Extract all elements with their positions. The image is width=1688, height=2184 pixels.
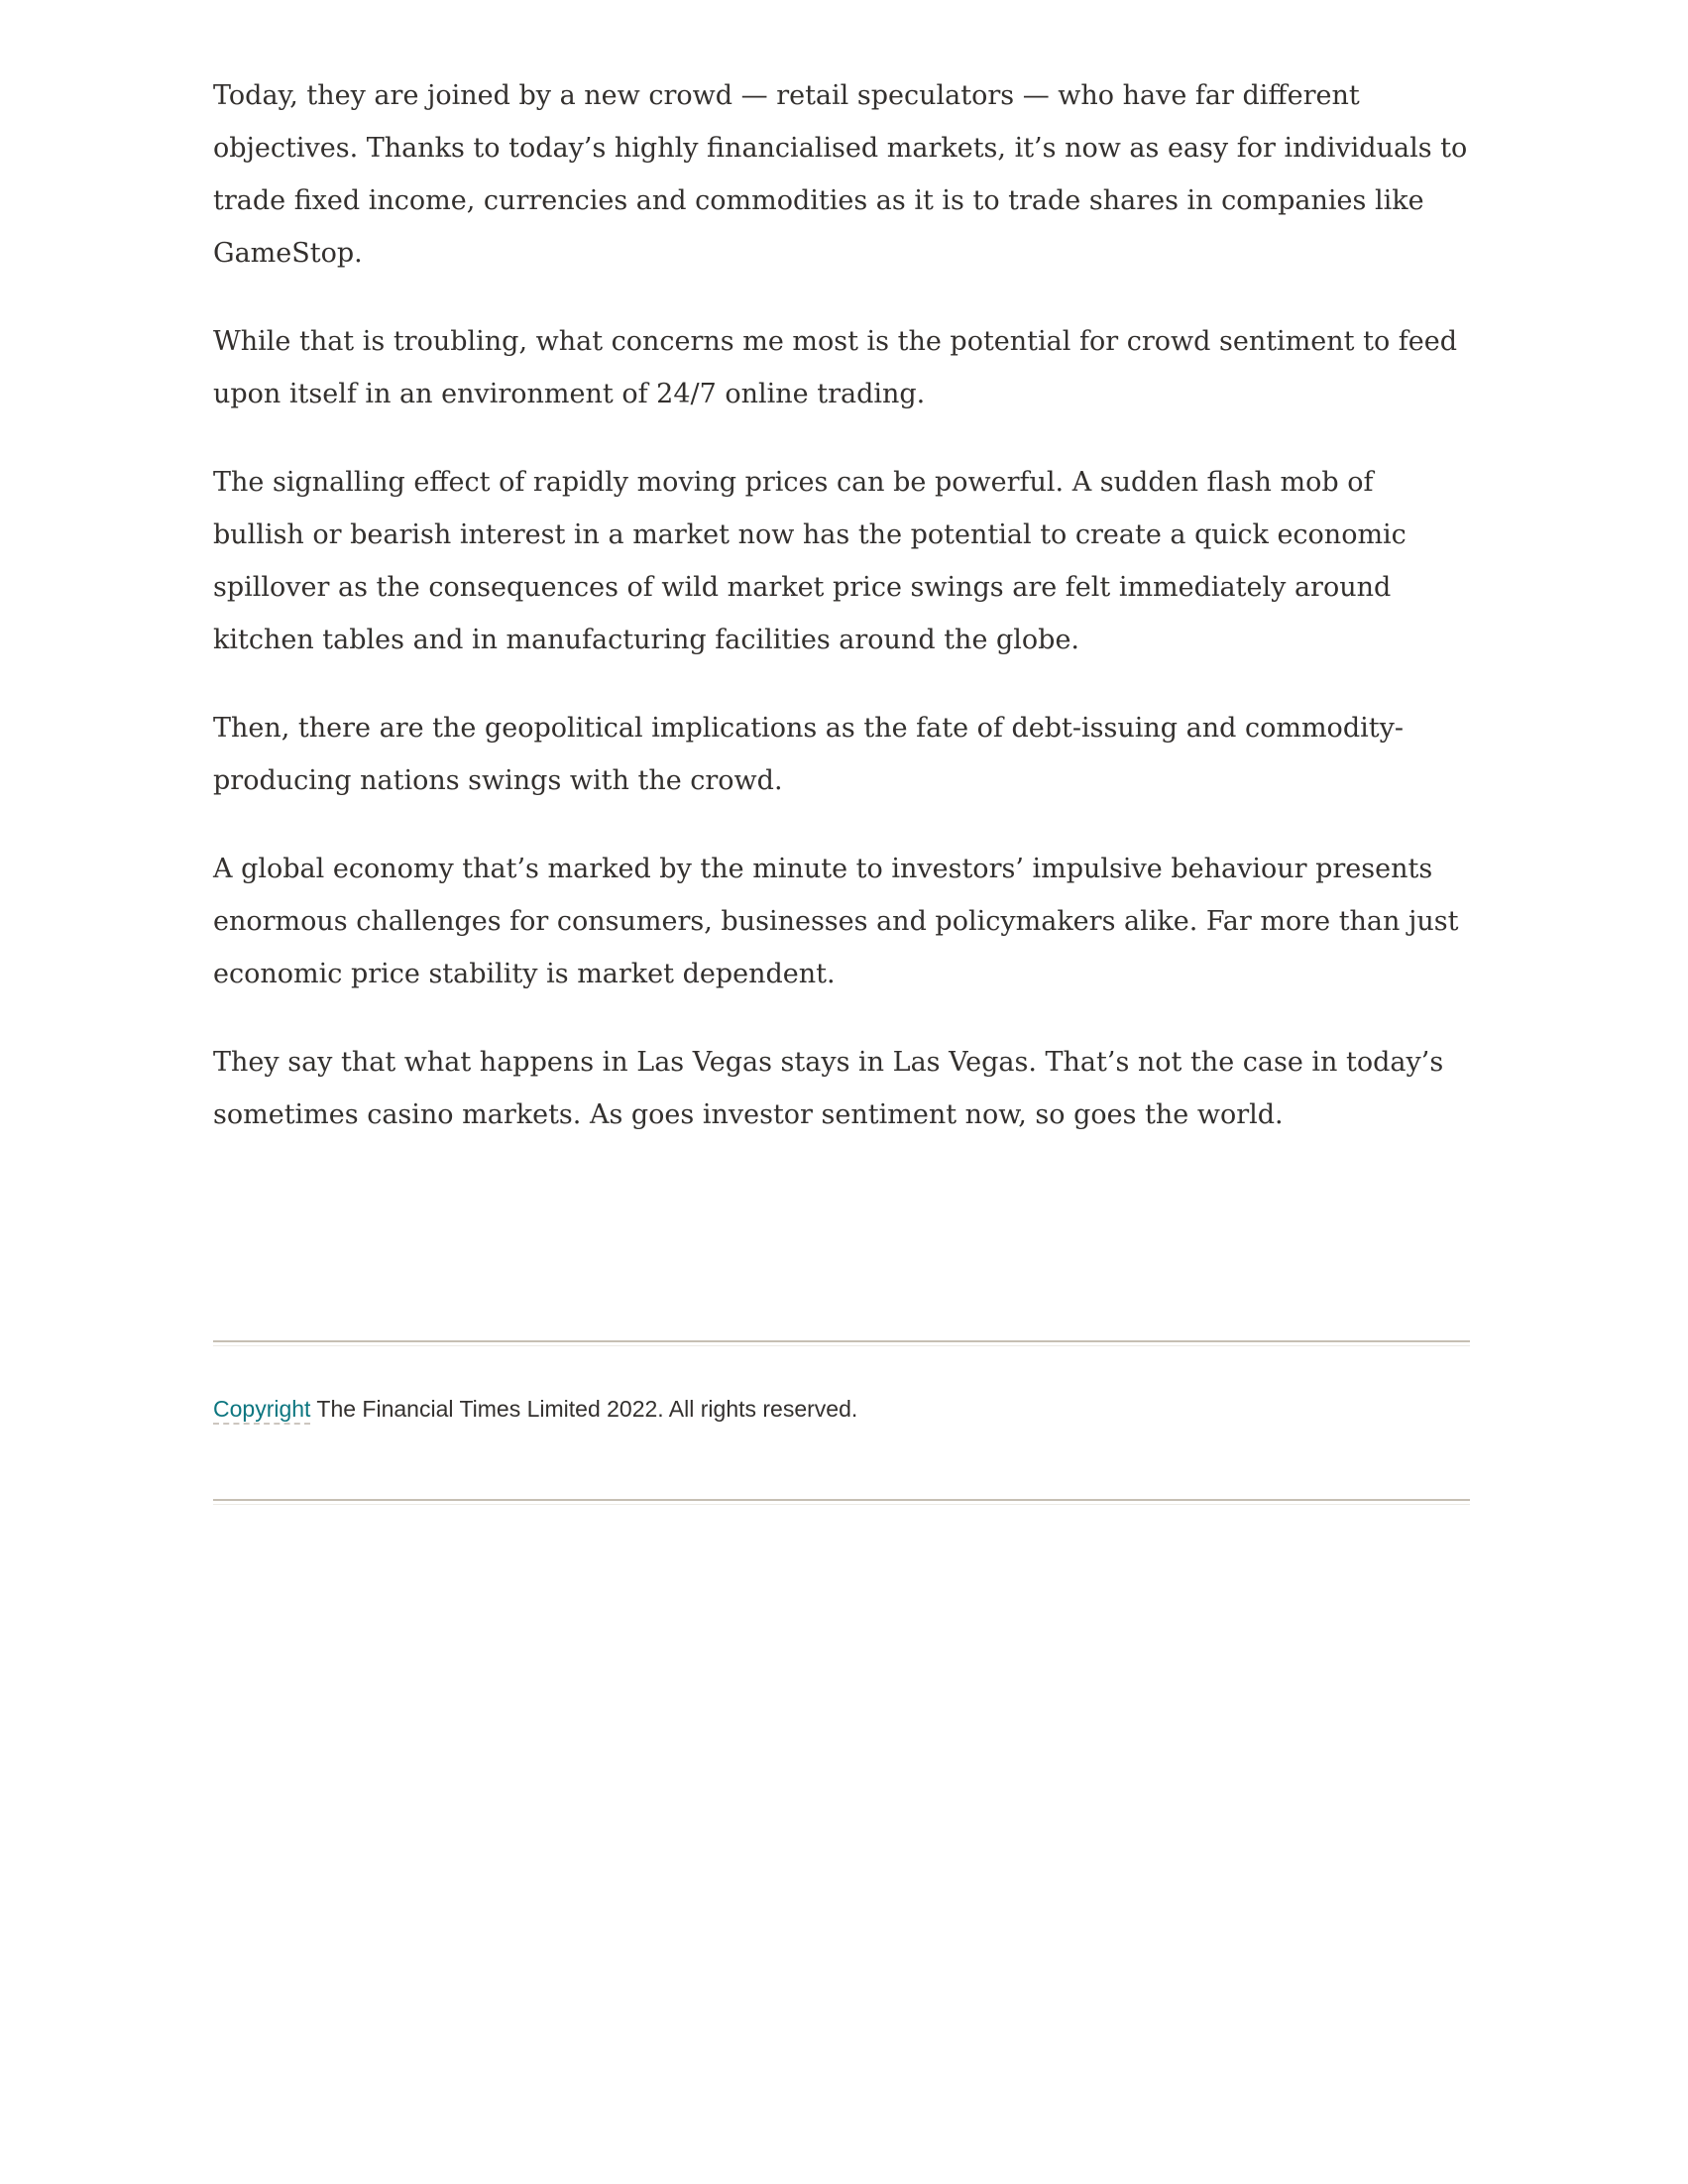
article-paragraph: Then, there are the geopolitical implications as the fate of debt-issuing and commodity-producing nations swings with the crowd. (213, 713, 1404, 796)
copyright-line (213, 1394, 1470, 1424)
article-paragraph: A global economy that’s marked by the minute to investors’ impulsive behaviour presents enormous challenges for consumers, businesses and policymakers alike. Far more than just economic price stability is market dependent. (213, 854, 1459, 989)
article-paragraph: They say that what happens in Las Vegas stays in Las Vegas. That’s not the case in today’s sometimes casino markets. As goes investor sentiment now, so goes the world. (213, 1047, 1444, 1130)
copyright-link[interactable]: Copyright (213, 1396, 310, 1425)
article-paragraph: Today, they are joined by a new crowd — retail speculators — who have far different objectives. Thanks to today’s highly financialised markets, it’s now as easy for individuals to trade fixed income, currencies and commodities as it is to trade shares in companies like GameStop. (213, 80, 1468, 269)
article-paragraph: While that is troubling, what concerns me most is the potential for crowd sentiment to feed upon itself in an environment of 24/7 online trading. (213, 326, 1458, 409)
article-body (213, 69, 1470, 1141)
bottom-divider (213, 1499, 1470, 1501)
copyright-text: The Financial Times Limited 2022. All rights reserved. (310, 1396, 858, 1422)
article-footer (213, 1340, 1470, 1501)
article-paragraph: The signalling effect of rapidly moving prices can be powerful. A sudden flash mob of bullish or bearish interest in a market now has the potential to create a quick economic spillover as the consequences of wild market price swings are felt immediately around kitchen tables and in manufacturing facilities around the globe. (213, 467, 1407, 655)
top-divider (213, 1340, 1470, 1342)
